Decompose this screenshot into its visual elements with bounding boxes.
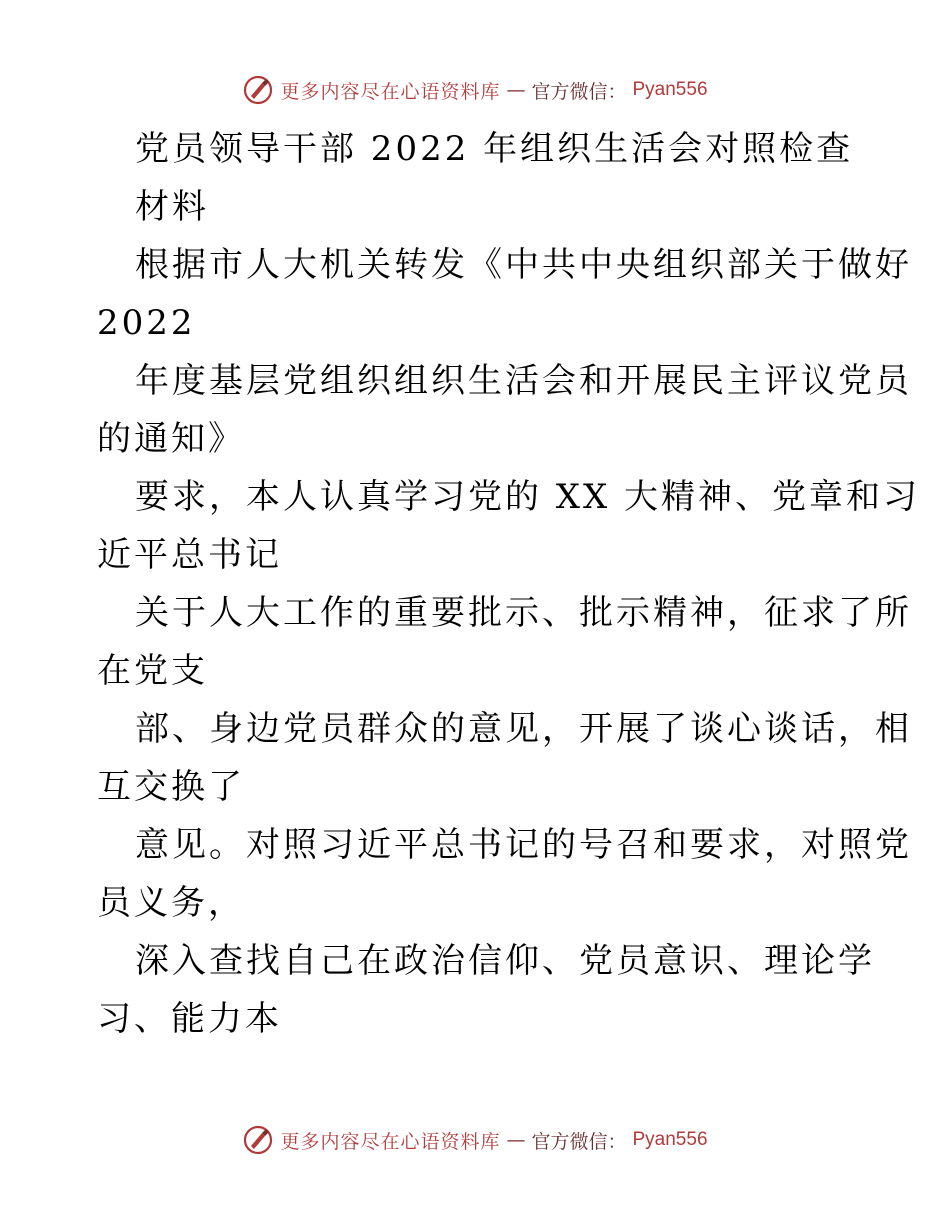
footer-watermark	[0, 1120, 950, 1160]
watermark-separator: —	[506, 1129, 526, 1151]
paragraph-line: 意见。对照习近平总书记的号召和要求，对照党	[135, 825, 912, 865]
paragraph-line: 的通知》	[97, 419, 245, 459]
watermark-sub-text: 官方微信：	[531, 80, 627, 103]
paragraph-line: 深入查找自己在政治信仰、党员意识、理论学	[135, 941, 875, 981]
paragraph-line: 近平总书记	[97, 535, 282, 575]
paragraph-line: 在党支	[97, 651, 208, 691]
paragraph-line: 习、能力本	[97, 999, 282, 1039]
watermark-separator: —	[506, 79, 526, 101]
watermark-main-text: 更多内容尽在心语资料库	[280, 80, 501, 103]
document-title-line-2: 材料	[135, 187, 209, 227]
paragraph-line: 关于人大工作的重要批示、批示精神，征求了所	[135, 593, 912, 633]
watermark-account-id: Pyan556	[632, 1129, 708, 1150]
stamp-seal-icon	[242, 74, 274, 106]
watermark-main-text: 更多内容尽在心语资料库	[280, 1130, 501, 1153]
paragraph-line: 根据市人大机关转发《中共中央组织部关于做好	[135, 245, 912, 285]
paragraph-line: 部、身边党员群众的意见，开展了谈心谈话，相	[135, 709, 912, 749]
paragraph-line: 年度基层党组织组织生活会和开展民主评议党员	[135, 361, 912, 401]
paragraph-line: 要求，本人认真学习党的 XX 大精神、党章和习	[135, 477, 921, 517]
paragraph-line: 员义务，	[97, 883, 245, 923]
document-title-line-1: 党员领导干部 2022 年组织生活会对照检查	[135, 129, 854, 169]
stamp-seal-icon	[242, 1124, 274, 1156]
paragraph-line: 互交换了	[97, 767, 245, 807]
paragraph-line: 2022	[97, 303, 196, 343]
watermark-account-id: Pyan556	[632, 79, 708, 100]
document-body	[97, 120, 921, 1048]
watermark-sub-text: 官方微信：	[531, 1130, 627, 1153]
header-watermark	[0, 70, 950, 110]
